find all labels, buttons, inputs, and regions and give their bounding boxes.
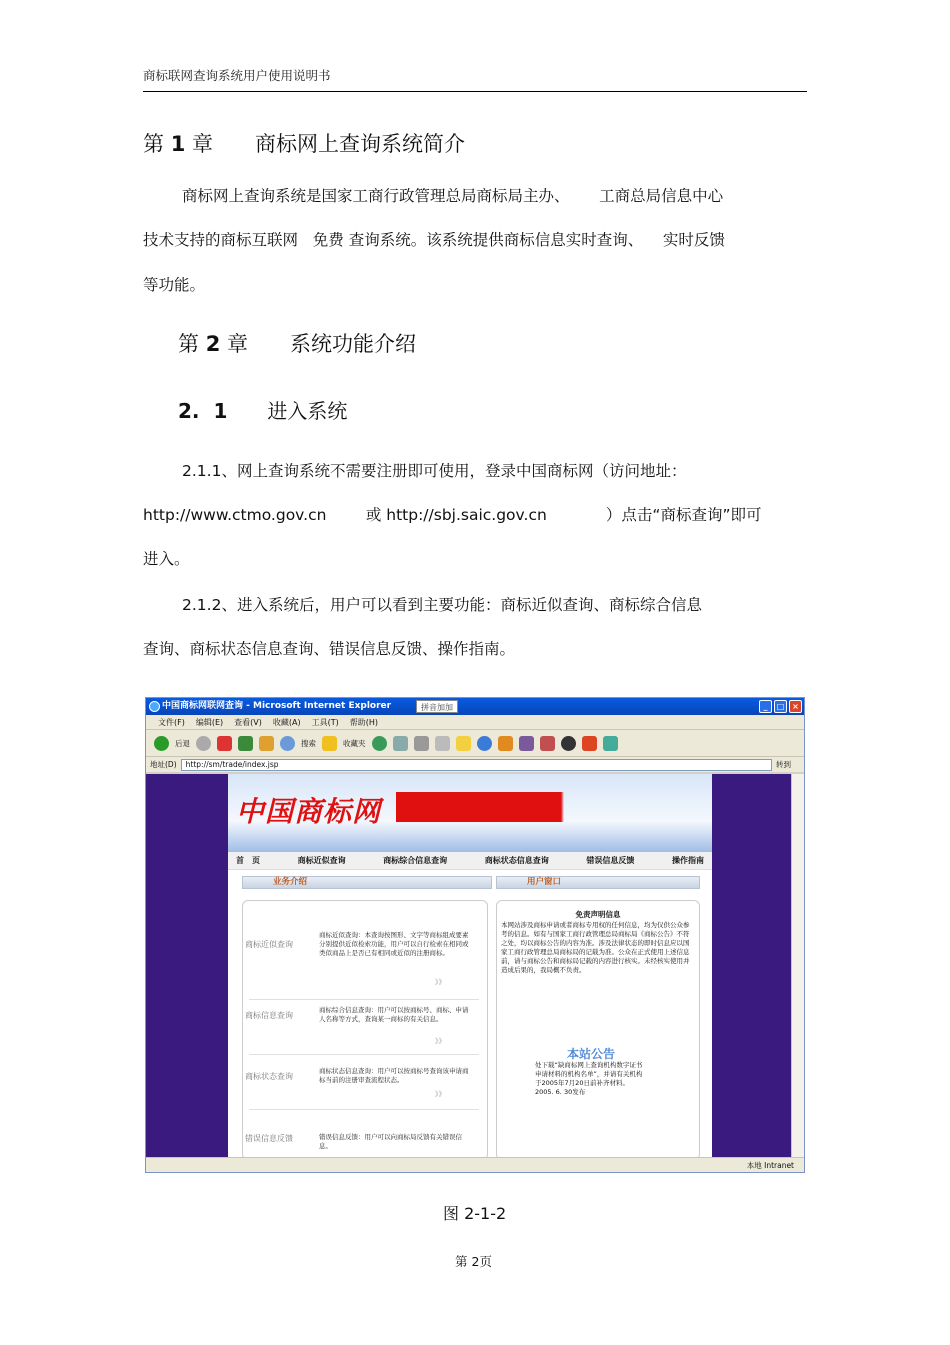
go-button[interactable]: 转到 (776, 760, 791, 769)
print-icon[interactable] (414, 736, 429, 751)
favorites-icon[interactable] (322, 736, 337, 751)
plugin-icon[interactable] (540, 736, 555, 751)
business-item-name[interactable]: 商标信息查询 (245, 1011, 293, 1020)
intro-line-2: 技术支持的商标互联网 免费 查询系统。该系统提供商标信息实时查询、 实时反馈 (143, 231, 725, 249)
close-button[interactable]: × (789, 700, 802, 713)
toolbar (146, 730, 804, 757)
qq-icon[interactable] (561, 736, 576, 751)
chapter-2-heading: 第 2 章 系统功能介绍 (178, 332, 416, 356)
p212-line-2: 查询、商标状态信息查询、错误信息反馈、操作指南。 (143, 640, 516, 658)
back-icon[interactable] (154, 736, 169, 751)
more-link[interactable]: 》》 (435, 978, 446, 986)
business-item-desc: 商标状态信息查询：用户可以按商标号查询该申请商标当前的注册审查流程状态。 (319, 1067, 469, 1084)
menu-edit[interactable]: 编辑(E) (195, 718, 224, 727)
running-header: 商标联网查询系统用户使用说明书 (143, 68, 331, 83)
section-2-1-heading: 2. 1 进入系统 (178, 399, 348, 423)
banner-swoosh (396, 792, 696, 822)
notice-text: 处下载“缺商标网上查询机构数字证书申请材料的机构名单”，并请有关机构于2005年7月20日前补齐材料。2005. 6. 30发布 (535, 1061, 643, 1096)
disclaimer-text: 本网站涉及商标申请或者商标专用权的任何信息，均为仅供公众参考的信息。如有与国家工商行政管理总局商标局《商标公告》不符之处，均以商标公告的内容为准。涉及法律状态的即时信息应以国家工商行政管理总局商标局的记载为准。公众在正式使用上述信息前，请与商标公告和商标局记载的内容进行核实。未经核实使用并造成后果的，我局概不负责。 (501, 921, 690, 974)
nav-error-feedback[interactable]: 错误信息反馈 (586, 856, 635, 865)
nav-comprehensive-search[interactable]: 商标综合信息查询 (383, 856, 448, 865)
stop-icon[interactable] (217, 736, 232, 751)
p211-line-3: 进入。 (143, 550, 190, 568)
mail-icon[interactable] (393, 736, 408, 751)
nav-similar-search[interactable]: 商标近似查询 (297, 856, 346, 865)
menu-favorites[interactable]: 收藏(A) (272, 718, 301, 727)
address-input[interactable]: http://sm/trade/index.jsp (181, 759, 772, 771)
status-bar (146, 1157, 804, 1172)
ie-screenshot (145, 697, 805, 1173)
business-item-name[interactable]: 错误信息反馈 (245, 1134, 293, 1143)
security-zone: 本地 Intranet (746, 1161, 794, 1170)
address-label: 地址(D) (150, 760, 177, 769)
address-bar (146, 757, 804, 772)
site-banner (228, 774, 712, 852)
site-nav (228, 852, 712, 870)
history-icon[interactable] (372, 736, 387, 751)
folder-icon[interactable] (456, 736, 471, 751)
header-rule (143, 91, 807, 92)
vertical-scrollbar[interactable] (791, 774, 804, 1157)
divider (249, 1109, 479, 1110)
nav-status-search[interactable]: 商标状态信息查询 (484, 856, 549, 865)
page-number: 第 2页 (455, 1254, 492, 1269)
cat-icon[interactable] (498, 736, 513, 751)
p211-line-2: http://www.ctmo.gov.cn 或 http://sbj.saic.gov.cn ）点击“商标查询”即可 (143, 506, 762, 524)
search-label[interactable]: 搜索 (301, 738, 316, 748)
intro-line-1: 商标网上查询系统是国家工商行政管理总局商标局主办、 工商总局信息中心 (182, 187, 724, 205)
p212-line-1: 2.1.2、进入系统后，用户可以看到主要功能：商标近似查询、商标综合信息 (182, 596, 702, 614)
disclaimer-title: 免责声明信息 (575, 910, 621, 919)
window-titlebar (146, 698, 804, 715)
more-link[interactable]: 》》 (435, 1037, 446, 1045)
menu-view[interactable]: 查看(V) (234, 718, 262, 727)
business-item-name[interactable]: 商标状态查询 (245, 1072, 293, 1081)
menu-file[interactable]: 文件(F) (158, 718, 185, 727)
p211-line-1: 2.1.1、网上查询系统不需要注册即可使用，登录中国商标网（访问地址： (182, 462, 687, 480)
favorites-label[interactable]: 收藏夹 (343, 738, 366, 748)
nav-guide[interactable]: 操作指南 (671, 856, 704, 865)
business-item-name[interactable]: 商标近似查询 (245, 940, 293, 949)
refresh-icon[interactable] (238, 736, 253, 751)
menu-tools[interactable]: 工具(T) (311, 718, 339, 727)
site-logo: 中国商标网 (236, 795, 382, 828)
ime-indicator: 拼音加加 (416, 700, 458, 713)
business-item-desc: 商标近似查询：本查询按图形、文字等商标组成要素分别提供近似检索功能，用户可以自行检索在相同或类似商品上是否已有相同或近似的注册商标。 (319, 931, 469, 957)
home-icon[interactable] (259, 736, 274, 751)
figure-caption: 图 2-1-2 (443, 1204, 507, 1223)
maximize-button[interactable]: □ (774, 700, 787, 713)
business-panel (242, 900, 488, 1160)
back-label[interactable]: 后退 (175, 738, 190, 748)
menu-bar (146, 715, 804, 730)
minimize-button[interactable]: _ (759, 700, 772, 713)
user-panel-header: 用户窗口 (496, 876, 700, 889)
search-icon[interactable] (280, 736, 295, 751)
tool-icon[interactable] (519, 736, 534, 751)
menu-help[interactable]: 帮助(H) (349, 718, 378, 727)
business-item-desc: 错误信息反馈：用户可以向商标局反馈有关错误信息。 (319, 1133, 462, 1150)
window-title: 中国商标网联网查询 - Microsoft Internet Explorer (162, 701, 392, 711)
business-item-desc: 商标综合信息查询：用户可以按商标号、商标、申请人名称等方式，查询某一商标的有关信息。 (319, 1006, 469, 1023)
tv-icon[interactable] (582, 736, 597, 751)
forward-icon[interactable] (196, 736, 211, 751)
messenger-icon[interactable] (477, 736, 492, 751)
notice-title: 本站公告 (567, 1047, 616, 1061)
browser-viewport (146, 774, 792, 1157)
trademark-site (228, 774, 712, 1157)
intro-line-3: 等功能。 (143, 276, 206, 294)
user-panel (496, 900, 700, 1160)
chapter-1-heading: 第 1 章 商标网上查询系统简介 (143, 132, 465, 156)
divider (249, 999, 479, 1000)
edit-icon[interactable] (435, 736, 450, 751)
extra-icon[interactable] (603, 736, 618, 751)
more-link[interactable]: 》》 (435, 1090, 446, 1098)
divider (249, 1054, 479, 1055)
ie-logo-icon (149, 701, 160, 712)
nav-home[interactable]: 首 页 (236, 856, 260, 865)
business-panel-header: 业务介绍 (242, 876, 492, 889)
